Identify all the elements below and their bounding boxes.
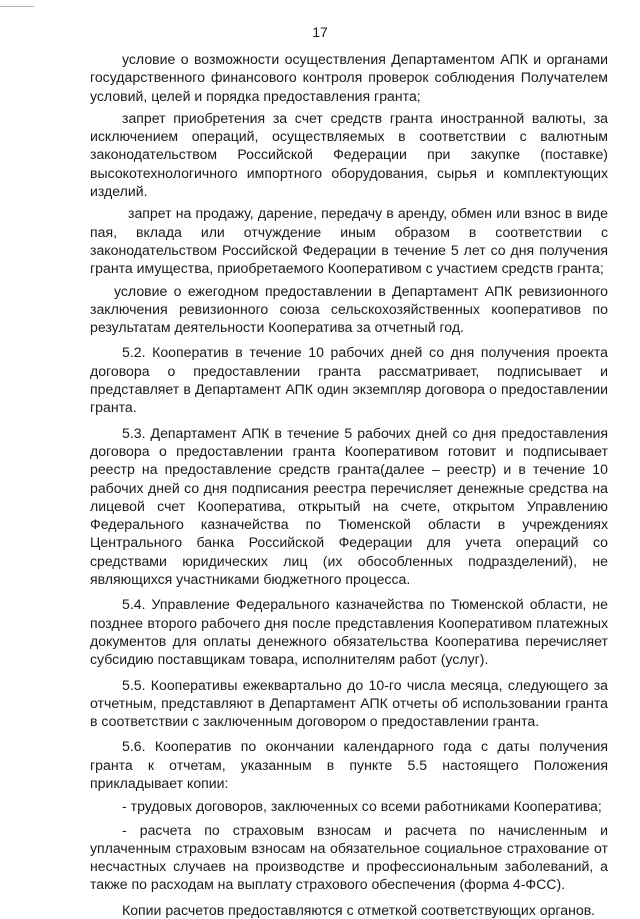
paragraph-copies-note: Копии расчетов предоставляются с отметкой соответствующих органов. [122, 901, 596, 918]
list-item-insurance-calculations: - расчета по страховым взносам и расчета по начисленным и уплаченным страховым взносам на обязательное социальное страхование от несчастных случаев на производстве и профессиональным заболеваний, а также по расходам на выплату страхового обеспечения (форма 4-ФСС). [90, 821, 608, 893]
corner-scan-mark [0, 0, 34, 7]
document-body [90, 50, 608, 919]
clause-5-2: 5.2. Кооператив в течение 10 рабочих дней со дня получения проекта договора о предоставлении гранта рассматривает, подписывает и представляет в Департамент АПК один экземпляр договора о предоставлении гранта. [90, 344, 608, 416]
paragraph-audit-condition: условие о ежегодном предоставлении в Департамент АПК ревизионного заключения ревизионного союза сельскохозяйственных кооперативов по результатам деятельности Кооператива за отчетный год. [90, 282, 608, 336]
paragraph-inspection-condition: условие о возможности осуществления Департаментом АПК и органами государственного финансового контроля проверок соблюдения Получателем условий, целей и порядка предоставления гранта; [90, 51, 608, 104]
page-number: 17 [312, 24, 328, 40]
clause-5-5: 5.5. Кооперативы ежеквартально до 10-го числа месяца, следующего за отчетным, представляют в Департамент АПК отчеты об использовании гранта в соответствии с заключенным договором о предоставлении гранта. [90, 676, 608, 730]
paragraph-currency-ban: запрет приобретения за счет средств гранта иностранной валюты, за исключением операций, осуществляемых в соответствии с валютным законодательством Российской Федерации при закупке (поставке) высокотехнологичного импортного оборудования, сырья и комплектующих изделий. [90, 109, 608, 200]
clause-5-3: 5.3. Департамент АПК в течение 5 рабочих дней со дня предоставления договора о предоставлении гранта Кооперативом готовит и подписывает реестр на предоставление средств гранта(далее – реестр) и в течение 10 рабочих дней со дня подписания реестра перечисляет денежные средства на лицевой счет Кооператива, открытый на счете, открытом Управлению Федерального казначейства по Тюменской области в учреждениях Центрального банка Российской Федерации для учета операций со средствами юридических лиц (их обособленных подразделений), не являющихся участниками бюджетного процесса. [90, 424, 608, 588]
clause-5-4: 5.4. Управление Федерального казначейства по Тюменской области, не позднее второго рабочего дня после представления Кооперативом платежных документов для оплаты денежного обязательства Кооператива перечисляет субсидию поставщикам товара, исполнителям работ (услуг). [90, 596, 608, 668]
list-item-labor-contracts: - трудовых договоров, заключенных со всеми работниками Кооператива; [122, 798, 602, 815]
clause-5-6: 5.6. Кооператив по окончании календарного года с даты получения гранта к отчетам, указанным в пункте 5.5 настоящего Положения прикладывает копии: [90, 738, 608, 791]
paragraph-property-ban: запрет на продажу, дарение, передачу в аренду, обмен или взнос в виде пая, вклада или отчуждение иным образом в соответствии с законодательством Российской Федерации в течение 5 лет со дня получения гранта имущества, приобретаемого Кооперативом с участием средств гранта; [90, 205, 608, 277]
